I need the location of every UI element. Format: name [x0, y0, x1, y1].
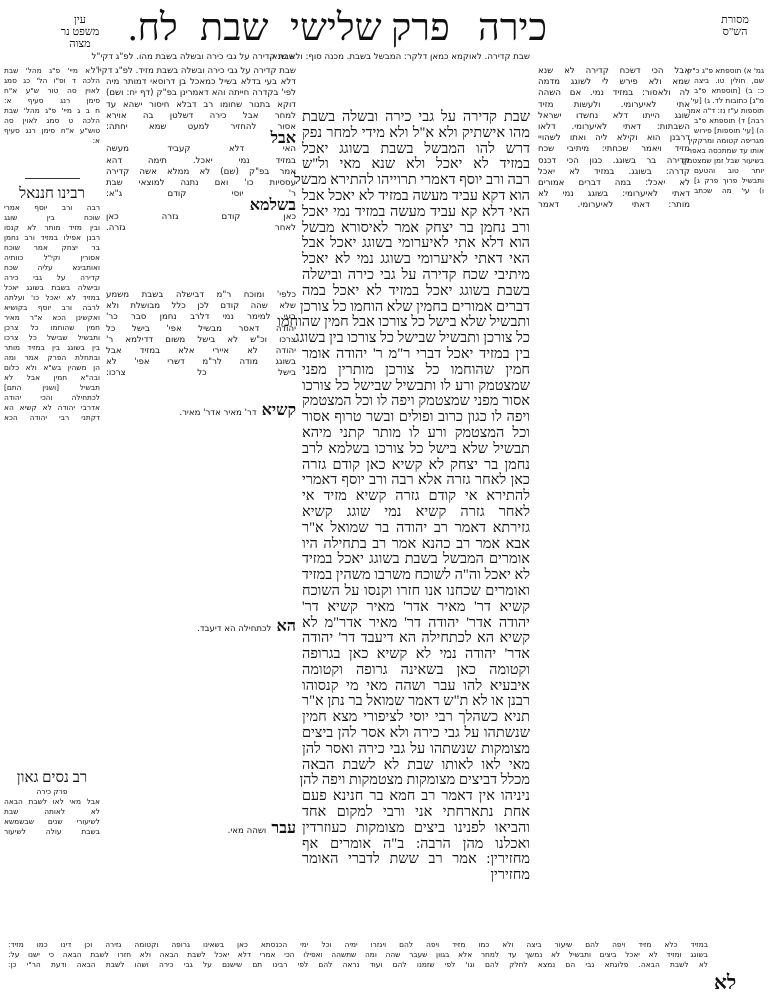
tosafot-line: יהודה לא איירי אלא במזיד אבל	[106, 346, 296, 357]
rashi-line: שמא ולא פירש לי לשוגג מדמה	[538, 77, 690, 88]
rabbeinu-chananel-line: שוכח בין שוגג	[4, 213, 100, 222]
gemara-line: אומרים המבשל בשבת בשוגג יאכל במזיד	[302, 551, 530, 568]
tosafot-dibbur-aval: אבל	[270, 130, 296, 148]
tosafot-line: אסור להחזיר למעט שמא יחתה:	[106, 122, 296, 133]
gemara-line: במזיד לא יאכל ולא שנא מאי ול"ש	[302, 156, 530, 173]
tosafot-line: כלפי' ומוכח ר"מ דבישלה בשבת משמע	[106, 290, 296, 300]
mesoret-line: רבה] ד) תוספתא פ"ב	[694, 116, 764, 125]
ein-mishpat	[4, 66, 100, 146]
tosafot-line: בשוגג מודה לר"מ דשרי אפי' לא	[106, 357, 296, 368]
rashi-line: מזיד ויאמר שכחתי: מיתיבי שכח	[538, 144, 690, 155]
tosafot-line: כאן קודם גזרה כאן	[106, 211, 296, 222]
gemara-line: והביאו לפנינו ביצים מצומקות כעוזרדין	[302, 819, 530, 836]
mesoret-line: בשיעור שבל זמן שמצטמק	[681, 156, 764, 165]
rabbeinu-chananel-line: ואותבינא עליה שכח	[4, 263, 100, 272]
tosafot-line: בישל כל צרכו:	[106, 368, 296, 379]
gemara-line: נחמן בר יצחק לא קשיא כאן קודם גזרה	[302, 456, 530, 473]
rav-nissim-gaon-line: לשיעורי שנים שבשמשא	[4, 817, 100, 826]
chapter-name: כירה	[478, 7, 548, 49]
rashi-line: דאתי לאיערומי: בשוגג נמי לא	[538, 189, 690, 200]
rashi-line: אבל הכי דשכח קדירה לא שנא	[538, 66, 690, 76]
rashi-line: שוגג הייתו דלא נחשדו ישראל	[538, 110, 690, 121]
tosafot-dibbur-avar: עבר ושהה מאי.	[227, 820, 296, 837]
gemara-line: ותבשיל שלא בישל כל צורכו אבל חמין שהוחמו	[277, 314, 530, 331]
tosafot-dibbur-ha: הא לכתחילה הא דיעבד.	[197, 618, 296, 635]
tosafot-commentary-mid	[106, 290, 296, 380]
ein-mishpat-line: א:	[92, 136, 100, 145]
tosafot-dibbur-kashya: קשיא דר' מאיר אדר' מאיר.	[179, 402, 296, 419]
gemara-line: שנשתהו על גבי כירה ולא אסר להן ביצים	[302, 725, 530, 742]
bottom-glosses	[8, 940, 708, 970]
gemara-line: להתירא אי קודם גזרה קשיא מזיד אי	[302, 488, 530, 505]
mesoret-line: מ"ג] כתובות לד. ג) [עי'	[690, 96, 764, 105]
rabbeinu-chananel-line: במזיד לא יאכל כו' ועלתה	[4, 293, 100, 302]
mesoret-line: גמ' א) תוספתא פ"ג כ"ק	[686, 66, 764, 75]
rabbeinu-chananel-line: חמין שהוחמו כל צרכן	[4, 323, 100, 332]
mesoret-line: מגריפה קטומה ומרקקין	[688, 136, 764, 145]
rabbeinu-chananel-line: ובתחלת הפרק אמר ומה	[4, 353, 100, 362]
gemara-line: מצומקות שנשתהו על גבי כירה ואסר להן	[302, 740, 530, 757]
bottom-gloss-line: לא לשבת הבאה. פלוגתא גבי הם נמצא לחלק להם וגו' לפי שזמנו להם ועוד נראה להם לפי רבינו תם שישנם על גבי כירה ושהו לשבת הבאה ודעת הר"י כן:	[8, 960, 708, 969]
mesoret-line: ו) עי' מה שכתב	[694, 186, 764, 195]
gemara-line: ואומרים שכחנו אנו חזרו וקנסו על השוכח	[302, 582, 530, 599]
tosafot-line: עססיות כו' ואם נתנה למוצאי שבת	[106, 178, 296, 189]
tosafot-line: למחר אבל כירה דשלטן בה אוירא	[106, 110, 296, 121]
gemara-line: אסור מפני שמצטמק ויפה לו וכל המצטמק	[302, 393, 530, 410]
gemara-line: בשבת בשוגג יאכל במזיד לא יאכל במה	[302, 282, 530, 299]
tosafot-line: שבת קדירה על גבי כירה ובשלה בשבת מזיד. לפ"ג דקי"ל	[90, 66, 296, 76]
gemara-line: אבא אמר רב כהנא אמר רב בתחילה היו	[302, 535, 530, 552]
mesoret-line: כ: ב) [תוספתא פ"ב	[694, 86, 764, 95]
rabbeinu-chananel-line: תבשיל [ושנין התם]	[4, 383, 100, 392]
perek-number: פרק שלישי	[290, 7, 450, 49]
gemara-line: לא יאכל וה"ה לשוכח משרבו משהין במזיד	[301, 567, 530, 584]
gemara-line: שמצטמק ורע לו ותבשיל שבישל כל צורכו	[302, 377, 530, 394]
rabbeinu-chananel-line: ותבשיל שבישל כל צרכו	[4, 333, 100, 342]
gemara-line: מיתיבי שכח קדירה על גבי כירה ובישלה	[302, 266, 530, 283]
gemara-line: קשיא דר' מאיר אדר' מאיר קשיא דר'	[302, 598, 530, 615]
gemara-line: גזירתא דאמר רב יהודה בר שמואל א"ר	[302, 519, 530, 536]
rabbeinu-chananel-line: בר יצחק אמר שוכח	[4, 243, 100, 252]
gemara-line: הוא דקא עביד מעשה במזיד לא יאכל אבל	[302, 187, 530, 204]
gemara-line: תניא כשהלך רבי יוסי לציפורי מצא חמין	[302, 709, 530, 726]
tosafot-line: יהודה דאסר מבשיל אפי' בישל כל	[106, 323, 296, 334]
tosafot-line: דלא בעי בדלא בשיל כמאכל בן דרוסאי דמותר מיה	[106, 77, 296, 88]
gemara-line: דברים אמורים בחמין שלא הוחמו כל צורכן	[299, 298, 530, 315]
tosafot-line: ר' יוסי קודם ג"א:	[106, 189, 296, 200]
bottom-gloss-line: במזיד כלא מזיד ויפה להם שיעור ביצה ולא כמו מזיד ויפה להם ויגזרו ימיה וכל ימי הכנסתא כאן בשאינו גרופה וקטומה גזירה וכן דינו כמו מזיד:	[8, 940, 708, 949]
tosafot-line: בעי למימר נמי דלרב נחמן סבר כר'	[106, 312, 296, 323]
gemara-line: האי דאתי לאיערומי בשוגג נמי לא יאכל	[302, 251, 530, 268]
rav-nissim-gaon-line: אבל מאי לאו לשבת הבאה	[4, 797, 100, 806]
tosafot-line: לפי' בקדרה חייתה והא דאמרינן בפ"ק (דף יח: ושם)	[106, 88, 296, 99]
mesoret-line: תוספות ע"ז נז: ד"ה אמר	[686, 106, 764, 115]
gemara-line: מכלל דביצים מצומקות מצטמקות ויפה להן	[299, 772, 530, 789]
rabbeinu-chananel-line: ובישלה בשבת בשוגג יאכל	[4, 283, 100, 292]
gemara-line: שבת קדירה על גבי כירה ובשלה בשבת	[302, 109, 530, 125]
mesoret-line: ה) [עי' תוספות] פירוש	[694, 126, 764, 135]
tosafot-line: שלא שהה קודם לכן כלל מבושלת ולא	[106, 301, 296, 312]
rashi-line: השבתות: דאתי לאיערומי. דלאו	[538, 122, 690, 133]
gemara-line: איבעיא להו עבר ושהה מאי מי קנסוהו	[302, 677, 530, 694]
gemara-line: דרש להו המבשל בשבת בשוגג יאכל	[302, 140, 530, 157]
gemara-line: רבנן או לא ת"ש דאמר שמואל בר נתן א"ר	[302, 693, 530, 710]
gemara-line: כאן לאחר גזרה אלא רבה ורב יוסף דאמרי	[302, 472, 530, 489]
tosafot-line: לאחר גזרה.	[106, 222, 296, 233]
gemara-line: מאי לאו לאותו שבת לא לשבת הבאה	[302, 756, 530, 773]
rashi-line: אתי לאיערומי. ולעשות מזיד	[538, 99, 690, 110]
rashi-line: לה ולאסור: במזיד נמי. אם השהה	[538, 88, 690, 99]
tosafot-commentary	[90, 66, 296, 234]
tosafot-line: דוקא בתנור שחומו רב דבלא חיסור ישהא עד	[106, 99, 296, 110]
gemara-text	[277, 109, 530, 884]
ein-mishpat-line: סימן רנג סעיף א:	[4, 96, 100, 105]
rashi-top: שבת קדירה. לאוקמא כמאן דלקר: המבשל בשבת. מכנה סוף: ולא שנא.	[269, 52, 530, 62]
divider	[25, 178, 80, 179]
ein-mishpat-line: ח ב ג מיי' פ"ג מהל' שבת	[4, 106, 100, 115]
gemara-line: וכל המצטמק ורע לו מותר קתני מיהא	[302, 424, 530, 441]
ein-mishpat-heading: עין משפט נר מצוה	[60, 14, 100, 50]
ein-mishpat-line: לאוין סה טור ש"ע א"ח	[4, 86, 100, 95]
gemara-line: ניניהו אין דאמר רב חמא בר חנינא פעם	[302, 788, 530, 805]
gemara-line: בין במזיד יאכל דברי ר"מ ר' יהודה אומר	[302, 345, 530, 362]
rashi-line: דרבנן הוא וקילא ליה ואתו לשהויי	[538, 133, 690, 144]
tosafot-line: האי דלא קעביד מעשה	[106, 144, 296, 155]
tractate-name: שבת	[200, 7, 269, 49]
rav-nissim-gaon-line: לא לאותה שבת	[4, 807, 100, 816]
gemara-line: ויפה לו כגון כרוב ופולים ובשר טרוף אסור	[302, 409, 530, 426]
tosafot-line: אמר בפ"ק (שם) לא ממלא אשה קדירה	[106, 166, 296, 177]
tosafot-dibbur-bishlama: בשלמא	[249, 197, 296, 215]
rabbeinu-chananel-line: אדרבי יהודה לא קשיא הא	[4, 403, 100, 412]
gemara-line: אדר' יהודה נמי לא קשיא כאן בגרופה	[302, 646, 530, 663]
rabbeinu-chananel-line: הן משהין בש"א ולא כלום	[4, 363, 100, 372]
gemara-line: הוא דלא אתי לאיערומי בשוגג יאכל אבל	[302, 235, 530, 252]
gemara-line: אחת נתארחתי אני ורבי למקום אחד	[302, 804, 530, 821]
rav-nissim-gaon: רב נסים גאון פרק כירה אבל מאי לאו לשבת הבאה לא לאותה שבת לשיעורי שנים שבשמשא בשבת עולה לשיעור	[4, 770, 100, 836]
mesoret-line: שם, חולין טו. ביצה	[694, 76, 764, 85]
gemara-line: וקטומה כאן בשאינה גרופה וקטומה	[302, 661, 530, 678]
folio-number: לח.	[128, 7, 178, 49]
gemara-line: חמין שהוחמו כל צורכן מותרין מפני	[302, 361, 530, 378]
gemara-line: ורב נחמן בר יצחק אמר לאיסורא מבשל	[302, 219, 530, 236]
gemara-line: ואכלנו מהן הרבה: ב"ה אומרים אף	[302, 835, 530, 852]
rashi-line: מותר: דאתי לאיערומי. דאמר	[538, 200, 690, 211]
rabbeinu-chananel-line: אסורין וקי"ל כוותיה	[4, 253, 100, 262]
gemara-line: תבשיל שלא בישל כל צורכו בשלמא לרב	[302, 440, 530, 457]
rashi-line: לא יאכל: במה דברים אמורים	[538, 178, 690, 189]
rabbeinu-chananel-line: ובה"א חמין אבל לא	[4, 373, 100, 382]
gemara-line: מחזירין: אמר רב ששת לדברי האומר	[302, 851, 530, 868]
mesoret-hashas-heading: מסורת הש"ס	[721, 14, 749, 38]
gemara-line: רבה ורב יוסף דאמרי תרוייהו להתירא מבשל	[293, 172, 530, 189]
rashi-line: קדירה בר בשוגג. כגון הכי דכנס	[538, 155, 690, 166]
rabbeinu-chananel: רבינו חננאל רבה ורב יוסף אמרי שוכח בין שוגג ובין מזיד מותר לא קנסו רבנן אפילו במזיד ורב נחמן בר יצחק אמר שוכח אסורין וקי"ל כוותיה ואותבינא עליה שכח קדירה על גבי כירה ובישלה בשבת בשוגג יאכל במזיד לא יאכל כו' ועלתה לרבה ורב יוסף בקושיא ואקשינן הכא א"ר מאיר חמין שהוחמו כל צרכן ותבשיל שבישל כל צרכו בין בשוגג בין במזיד מותר ובתחלת הפרק אמר ומה הן משהין בש"א ולא כלום ובה"א חמין אבל לא תבשיל [ושנין התם] לכתחילה והכי יהודה אדרבי יהודה לא קשיא הא דקתני רבי יהודה הכא	[4, 186, 100, 422]
gemara-line: לאחר גזרה קשיא נמי שוגג קשיא	[302, 503, 530, 520]
mesoret-hashas	[681, 66, 764, 196]
rabbeinu-chananel-line: לרבה ורב יוסף בקושיא	[4, 303, 100, 312]
mesoret-line: יותר טוב והטעם	[694, 166, 764, 175]
mesoret-line: אותו עד שמתכסה באפר	[687, 146, 764, 155]
mesoret-line: ותבשיל פרוך פרק ג]	[694, 176, 764, 185]
rabbeinu-chananel-line: רבה ורב יוסף אמרי	[4, 203, 100, 212]
rabbeinu-chananel-line: בין בשוגג בין במזיד מותר	[4, 343, 100, 352]
rabbeinu-chananel-line: קדירה על גבי כירה	[4, 273, 100, 282]
rashi-commentary	[538, 66, 690, 212]
bottom-lead-word: לא	[714, 972, 737, 994]
rabbeinu-chananel-line: לכתחילה והכי יהודה	[4, 393, 100, 402]
gemara-line: כל צורכן ותבשיל שבישל כל צורכו בין בשוגג	[294, 330, 530, 347]
gemara-line: האי דלא קא עביד מעשה במזיד נמי יאכל	[302, 203, 530, 220]
ein-mishpat-line: ז א מיי' פ"ג מהל' שבת	[4, 66, 100, 75]
rabbeinu-chananel-line: ואקשינן הכא א"ר מאיר	[4, 313, 100, 322]
ein-mishpat-line: הלכה ט סמג לאוין סה	[4, 116, 100, 125]
gemara-line: קשיא הא לכתחילה הא דיעבד דר' יהודה	[302, 630, 530, 647]
gemara-line: מהו אישתיק ולא א"ל ולא מידי למחר נפק	[302, 124, 530, 141]
tosafot-top: שבת קדירה על גבי כירה ובשלה בשבת מהו. לפ"ג דקי"ל	[91, 52, 295, 62]
rav-nissim-gaon-line: בשבת עולה לשיעור	[4, 827, 100, 836]
tosafot-line: צרכו וכ"ש לא בישל משום דדילמא ר'	[106, 334, 296, 345]
rabbeinu-chananel-line: רבנן אפילו במזיד ורב נחמן	[4, 233, 100, 242]
bottom-gloss-line: בשוגג ומזיד לא יאכל ביצים ותבשיל לא נמשך עד למחר אלא בגוון שעבר שהה ומה שתשהה ואפילו הכי אמרי דלא יאכל לשבת הבאה ולא חזרו לשבת הבאה כי ישנו על:	[8, 950, 708, 959]
gemara-line: מחזירין	[490, 867, 530, 884]
ein-mishpat-line: טוש"ע א"ח סימן רנג סעיף	[4, 126, 100, 135]
rabbeinu-chananel-line: דקתני רבי יהודה הכא	[4, 413, 100, 422]
rabbeinu-chananel-line: ובין מזיד מותר לא קנסו	[4, 223, 100, 232]
tosafot-line: במזיד נמי יאכל. תימה דהא	[106, 155, 296, 166]
rashi-line: קדרה: בשוגג. במזיד לא יאכל	[538, 166, 690, 177]
ein-mishpat-line: הלכה ד ופ"ו הל' כג סמג	[4, 76, 100, 85]
gemara-line: יהודה אדר' יהודה דר' מאיר אדר"מ לא	[302, 614, 530, 631]
